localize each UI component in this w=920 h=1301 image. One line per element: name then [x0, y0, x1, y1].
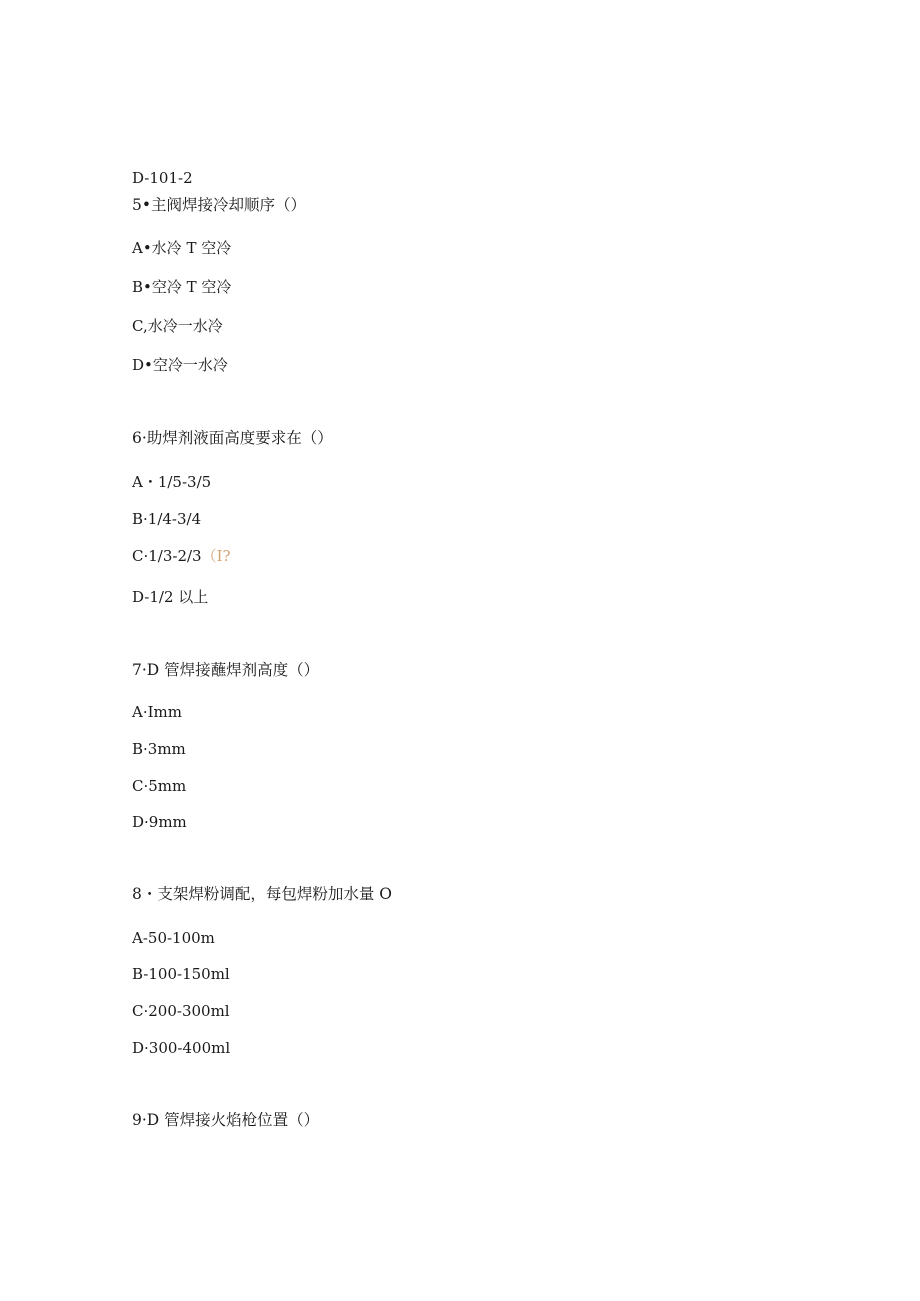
- q7-option-a: A·Imm: [132, 703, 182, 721]
- q8-option-b: B-100-150ml: [132, 965, 230, 983]
- q8-option-c: C·200-300ml: [132, 1002, 230, 1020]
- q5-option-b: B•空冷 T 空冷: [132, 278, 232, 296]
- q7-option-d: D·9mm: [132, 813, 187, 831]
- q6-option-b: B·1/4-3/4: [132, 510, 202, 528]
- question-5: 5•主阀焊接冷却顺序（）: [132, 196, 307, 214]
- q6-option-c: C·1/3-2/3: [132, 547, 202, 565]
- question-6: 6·助焊剂液面高度要求在（）: [132, 429, 333, 447]
- q6-option-a: A・1/5-3/5: [132, 473, 212, 491]
- question-8: 8・支架焊粉调配，每包焊粉加水量 O: [132, 885, 392, 903]
- q7-option-b: B·3mm: [132, 740, 186, 758]
- q8-option-d: D·300-400ml: [132, 1039, 231, 1057]
- q7-option-c: C·5mm: [132, 777, 187, 795]
- q6-option-c-row: [132, 546, 231, 566]
- q5-option-c: C,水冷一水冷: [132, 317, 223, 335]
- prev-option-d: D-101-2: [132, 169, 193, 187]
- question-9: 9·D 管焊接火焰枪位置（）: [132, 1111, 320, 1129]
- q5-option-d: D•空冷一水冷: [132, 356, 228, 374]
- q8-option-a: A-50-100m: [132, 929, 215, 947]
- q5-option-a: A•水冷 T 空冷: [132, 239, 232, 257]
- q6-option-d: D-1/2 以上: [132, 588, 209, 606]
- handwritten-mark: （I?: [201, 547, 231, 565]
- question-7: 7·D 管焊接蘸焊剂高度（）: [132, 661, 320, 679]
